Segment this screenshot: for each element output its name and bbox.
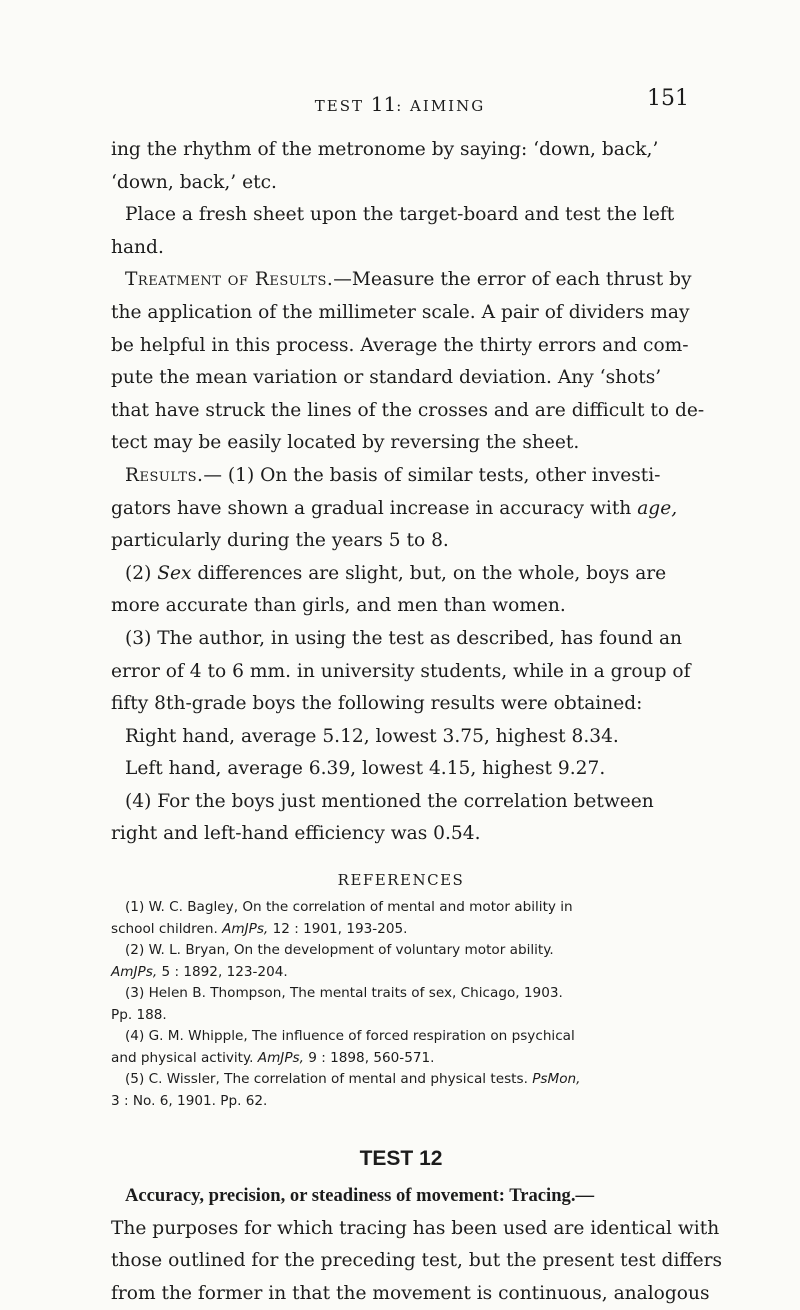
reference-item: (1) W. C. Bagley, On the correlation of mental and motor ability in school children. AmJPs, 12 : 1901, 193-205. [111, 899, 573, 937]
references-heading: REFERENCES [337, 871, 465, 890]
reference-item: (5) C. Wissler, The correlation of mental and physical tests. PsMon, 3 : No. 6, 1901. Pp. 62. [111, 1071, 581, 1109]
page-number: 151 [647, 86, 689, 111]
reference-item: (2) W. L. Bryan, On the development of voluntary motor ability. AmJPs, 5 : 1892, 123-204. [111, 942, 554, 980]
paragraph-test12-intro: Accuracy, precision, or steadiness of movement: Tracing.— The purposes for which tracing has been used are identical with those outlined for the preceding test, but the present test differs from the former in that the movement is continuous, analogous [111, 1180, 691, 1310]
test-12-heading: TEST 12 [359, 1147, 443, 1171]
paragraph-metronome: ing the rhythm of the metronome by saying: ‘down, back,’ ‘down, back,’ etc. [111, 139, 659, 193]
reference-item: (3) Helen B. Thompson, The mental traits of sex, Chicago, 1903. Pp. 188. [111, 985, 563, 1023]
page-body [111, 134, 723, 1310]
treatment-heading: Treatment of Results. [125, 269, 334, 291]
paragraph-author-results: (3) The author, in using the test as described, has found an error of 4 to 6 mm. in university students, while in a group of fifty 8th-grade boys the following results were obtained: Right hand, average 5.12, lowest 3.75, highest 8.34. Left hand, average 6.39, lowest 4.15, highest 9.27. [111, 627, 691, 780]
paragraph-correlation: (4) For the boys just mentioned the correlation between right and left-hand efficiency was 0.54. [111, 790, 654, 845]
paragraph-treatment: Treatment of Results.—Measure the error of each thrust by the application of the millimeter scale. A pair of dividers may be helpful in this process. Average the thirty errors and com- pute the mean variation or standard deviation. Any ‘shots’ that have struck the lines of the crosses and are difficult to de- tect may be easily located by reversing the sheet. [111, 269, 705, 454]
running-header [111, 86, 689, 116]
reference-item: (4) G. M. Whipple, The influence of forced respiration on psychical and physical activity. AmJPs, 9 : 1898, 560-571. [111, 1028, 575, 1066]
paragraph-sex: (2) Sex differences are slight, but, on the whole, boys are more accurate than girls, and men than women. [111, 562, 667, 617]
results-heading: Results. [125, 464, 204, 486]
running-title: TEST 11: AIMING [314, 92, 486, 116]
test12-bold-lead: Accuracy, precision, or steadiness of movement: Tracing.— [125, 1185, 595, 1207]
paragraph-fresh-sheet: Place a fresh sheet upon the target-board and test the left hand. [111, 204, 675, 258]
paragraph-results: Results.— (1) On the basis of similar tests, other investi- gators have shown a gradual increase in accuracy with age, particularly during the years 5 to 8. [111, 464, 678, 552]
